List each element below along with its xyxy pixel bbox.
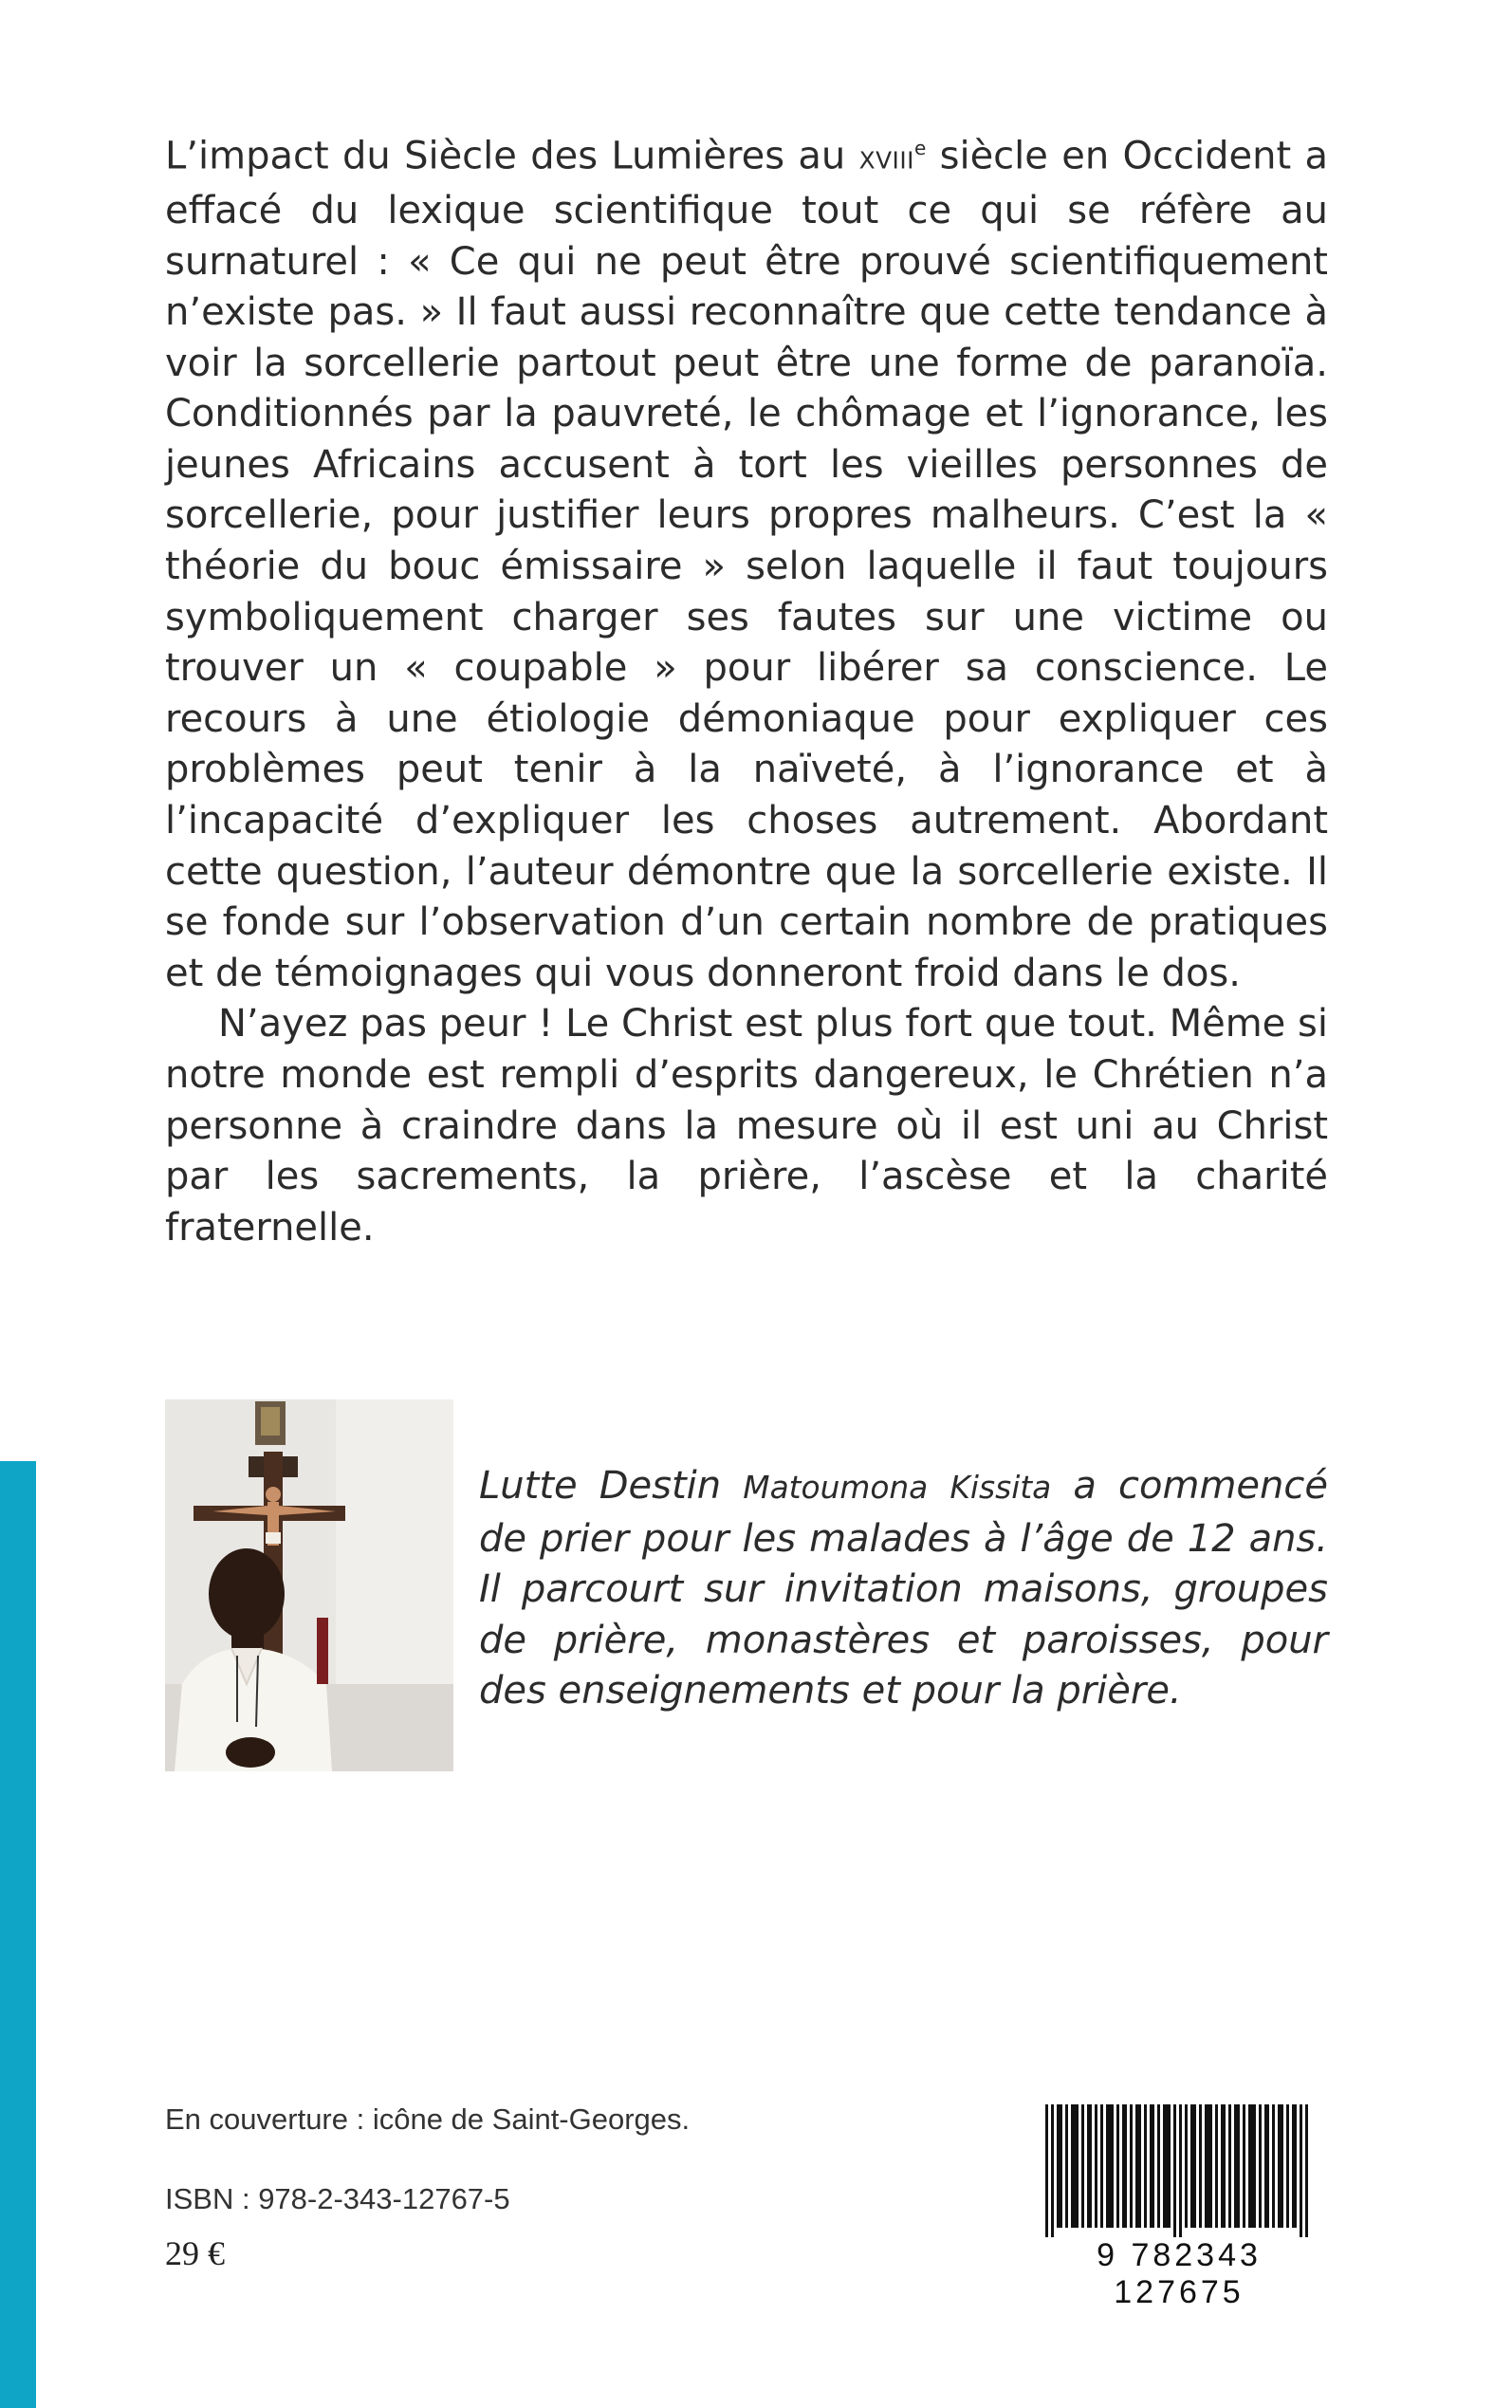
back-cover-blurb — [165, 123, 1328, 1253]
blurb-paragraph-1: L’impact du Siècle des Lumières au XVIIIe siècle en Occident a effacé du lexique scientifique tout ce qui se réfère au surnaturel : « Ce qui ne peut être prouvé scientifiquement n’existe pas. » Il faut aussi reconnaître que cette tendance à voir la sorcellerie partout peut être une forme de paranoïa. Conditionnés par la pauvreté, le chômage et l’ignorance, les jeunes Africains accusent à tort les vieilles personnes de sorcellerie, pour justifier leurs propres malheurs. C’est la « théorie du bouc émissaire » selon laquelle il faut toujours symboliquement charger ses fautes sur une victime ou trouver un « coupable » pour libérer sa conscience. Le recours à une étiologie démoniaque pour expliquer ces problèmes peut tenir à la naïveté, à l’ignorance et à l’incapacité d’expliquer les choses autrement. Abordant cette question, l’auteur démontre que la sorcellerie existe. Il se fonde sur l’observation d’un certain nombre de pratiques et de témoignages qui vous donneront froid dans le dos. — [165, 134, 1328, 995]
author-photo — [165, 1399, 453, 1771]
barcode-digits: 9 782343 127675 — [1097, 2237, 1262, 2310]
isbn-text: ISBN : 978-2-343-12767-5 — [165, 2182, 510, 2215]
accent-spine-bar — [0, 1461, 36, 2408]
author-bio: Lutte Destin Matoumona Kissita a commencé de prier pour les malades à l’âge de 12 ans. Il parcourt sur invitation maisons, groupes de prière, monastères et paroisses, pour des enseignements et pour la prière. — [479, 1464, 1328, 1713]
cover-credit: En couverture : icône de Saint-Georges. — [165, 2102, 691, 2136]
century-superscript: e — [913, 137, 927, 159]
isbn-barcode — [1042, 2104, 1317, 2310]
author-last-name: Matoumona — [743, 1470, 929, 1506]
blurb-paragraph-2: N’ayez pas peur ! Le Christ est plus fort que tout. Même si notre monde est rempli d’esprits dangereux, le Chrétien n’a personne à craindre dans la mesure où il est uni au Christ par les sacrements, la prière, l’ascèse et la charité fraternelle. — [165, 1002, 1328, 1250]
barcode-bars-graphic — [1042, 2104, 1317, 2237]
author-last-name-2: Kissita — [950, 1470, 1052, 1506]
century-numeral: XVIII — [858, 146, 914, 175]
price-text: 29 € — [165, 2234, 225, 2272]
